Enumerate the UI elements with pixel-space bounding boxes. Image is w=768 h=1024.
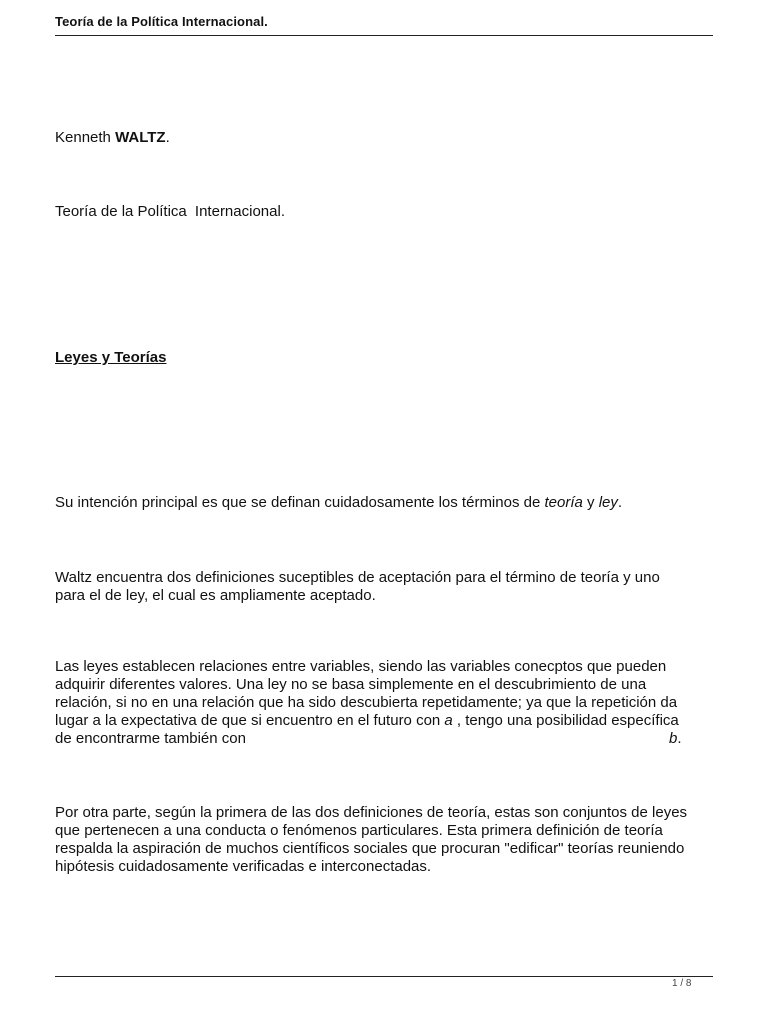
paragraph-1	[55, 493, 715, 512]
paragraph-3	[55, 657, 715, 747]
p3-line4-after: , tengo una posibilidad específica	[452, 712, 679, 729]
p3-line: relación, si no en una relación que ha sido descubierta repetidamente; ya que la repetición da	[55, 694, 678, 711]
p1-before: Su intención principal es que se definan cuidadosamente los términos de	[55, 494, 545, 511]
author-first-name: Kenneth	[55, 129, 111, 146]
p2-line: Waltz encuentra dos definiciones suceptibles de aceptación para el término de teoría y uno	[55, 569, 660, 586]
document-title-part2: Internacional.	[194, 203, 285, 220]
document-title	[55, 202, 715, 221]
p3-line5-punct: .	[677, 730, 682, 747]
author-line	[55, 128, 715, 147]
p3-line4-before: lugar a la expectativa de que si encuentro en el futuro con	[55, 712, 445, 729]
p3-var-b: b	[669, 730, 678, 747]
section-heading: Leyes y Teorías	[55, 349, 167, 366]
p1-term-ley: ley	[598, 494, 618, 511]
p3-line	[55, 729, 715, 747]
p3-line5: de encontrarme también con	[55, 730, 246, 747]
p1-term-teoria: teoría	[544, 494, 583, 511]
p4-line: hipótesis cuidadosamente verificadas e interconectadas.	[55, 858, 432, 875]
p2-line: para el de ley, el cual es ampliamente aceptado.	[55, 587, 376, 604]
p1-middle: y	[582, 494, 599, 511]
p4-line: respalda la aspiración de muchos científicos sociales que procuran "edificar" teorías reuniendo	[55, 840, 685, 857]
p4-line: que pertenecen a una conducta o fenómenos particulares. Esta primera definición de teoría	[55, 822, 663, 839]
p3-line: adquirir diferentes valores. Una ley no se basa simplemente en el descubrimiento de una	[55, 676, 647, 693]
p3-var-a: a	[444, 712, 453, 729]
paragraph-4	[55, 803, 715, 875]
p3-line	[55, 711, 715, 729]
p3-line: Las leyes establecen relaciones entre variables, siendo las variables conecptos que pueden	[55, 658, 667, 675]
author-punct: .	[165, 129, 170, 146]
running-header: Teoría de la Política Internacional.	[55, 14, 268, 29]
document-title-part1: Teoría de la Política	[55, 203, 187, 220]
paragraph-2	[55, 568, 715, 604]
header-rule	[55, 35, 713, 36]
p1-after: .	[617, 494, 623, 511]
page-number: 1 / 8	[672, 978, 692, 989]
p4-line: Por otra parte, según la primera de las dos definiciones de teoría, estas son conjuntos de leyes	[55, 804, 688, 821]
author-last-name: WALTZ	[115, 129, 166, 146]
p3-var-b-wrap	[669, 729, 682, 748]
footer-rule	[55, 976, 713, 977]
